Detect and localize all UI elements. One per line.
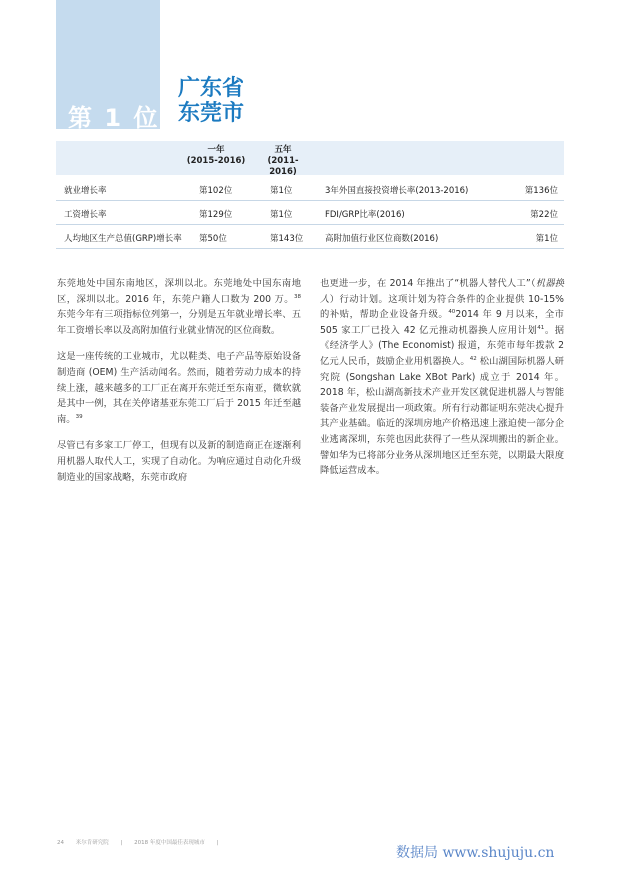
footnote-ref: 38 [294,293,301,300]
paragraph-text: 松山湖国际机器人研究院 (Songshan Lake XBot Park) 成立于 2014 年。2018 年，松山湖高新技术产业开发区就促进机器人与智能装备产业发展提出一项政策。所有行动都证明东莞决心提升其产业基础。临近的深圳房地产价格迅速上涨迫使一部分企业逃离深圳，东莞也因此获得了一些从深圳搬出的新企业。譬如华为已将部分业务从深圳地区迁至东莞，以期最大限度降低运营成本。 [320,355,564,477]
metric2-label: 高附加值行业区位商数(2016) [325,234,439,244]
paragraph-text: 这是一座传统的工业城市，尤以鞋类、电子产品等原始设备制造商 (OEM) 生产活动闻名。然而，随着劳动力成本的持续上涨，越来越多的工厂正在离开东莞迁至东南亚，微软就是其中一例，其在关停诸基亚东莞工厂后于 2015 年迁至越南。 [57,351,301,425]
metric2-label: FDI/GRP比率(2016) [325,210,405,220]
footnote-ref: 39 [75,413,83,420]
metric2-rank: 第1位 [535,234,558,244]
five-year-rank: 第143位 [270,234,304,244]
paragraph [57,276,301,338]
metric2-rank: 第22位 [530,210,558,220]
table-row [56,202,564,225]
one-year-rank: 第102位 [199,186,233,196]
italic-term: 机器换人 [320,278,565,305]
one-year-rank: 第129位 [199,210,233,220]
metric-label: 工资增长率 [64,210,107,220]
paragraph-text: 2014 年 9 月以来，全市 505 家工厂已投入 42 亿元推动机器换人应用计划 [320,309,564,336]
table-header [56,141,564,175]
five-year-rank: 第1位 [270,186,293,196]
province-name: 广东省 [178,76,245,101]
footer-separator: | [216,840,219,846]
footer-separator: | [120,840,123,846]
rank-box [56,0,160,132]
city-title [178,76,244,126]
metric-label: 就业增长率 [64,186,107,196]
table-row [56,226,564,249]
col-header-one-year [186,145,246,167]
metric-label: 人均地区生产总值(GRP)增长率 [64,234,182,244]
col-header-five-year-title: 五年 [274,145,292,155]
footer-report: 2018 年度中国最佳表现城市 [134,840,205,846]
one-year-rank: 第50位 [199,234,227,244]
footnote-ref: 40 [448,309,456,316]
col-header-five-year-range: (2011-2016) [267,156,299,177]
footer-org: 米尔肯研究院 [75,840,109,846]
footnote-ref: 42 [469,355,477,362]
body-column-right [320,276,564,490]
page-number: 24 [57,840,64,846]
paragraph [320,276,564,479]
paragraph-text: 东莞今年有三项指标位列第一，分别是五年就业增长率、五年工资增长率以及高附加值行业就业情况的区位商数。 [57,309,301,336]
metric2-rank: 第136位 [524,186,558,196]
col-header-five-year [256,145,310,178]
paragraph [57,438,301,485]
paragraph-text: 也更进一步，在 2014 年推出了“机器人替代人工”（ [320,278,536,289]
paragraph-text: 东莞地处中国东南地区，深圳以北。东莞地处中国东南地区，深圳以北。2016 年，东莞户籍人口数为 200 万。 [57,278,301,305]
page-footer [57,838,228,846]
body-column-left [57,276,301,496]
city-name: 东莞市 [178,101,245,126]
metric2-label: 3年外国直接投资增长率(2013-2016) [325,186,469,196]
paragraph-text: 尽管已有多家工厂停工，但现有以及新的制造商正在逐渐利用机器人取代人工，实现了自动化。为响应通过自动化升级制造业的国家战略，东莞市政府 [57,440,301,483]
watermark: 数据局 www.shujuju.cn [396,845,555,861]
table-row [56,178,564,201]
paragraph-text: 。据《经济学人》(The Economist) 报道，东莞市每年拨款 2 亿元人民币，鼓励企业用机器换人。 [320,324,564,367]
footnote-ref: 41 [537,324,545,331]
paragraph [57,349,301,427]
rank-label: 第 1 位 [68,104,160,132]
col-header-one-year-title: 一年 [207,145,225,155]
paragraph-text: ）行动计划。这项计划为符合条件的企业提供 10-15% 的补贴，帮助企业设备升级。 [320,293,564,321]
col-header-one-year-range: (2015-2016) [186,156,246,166]
five-year-rank: 第1位 [270,210,293,220]
